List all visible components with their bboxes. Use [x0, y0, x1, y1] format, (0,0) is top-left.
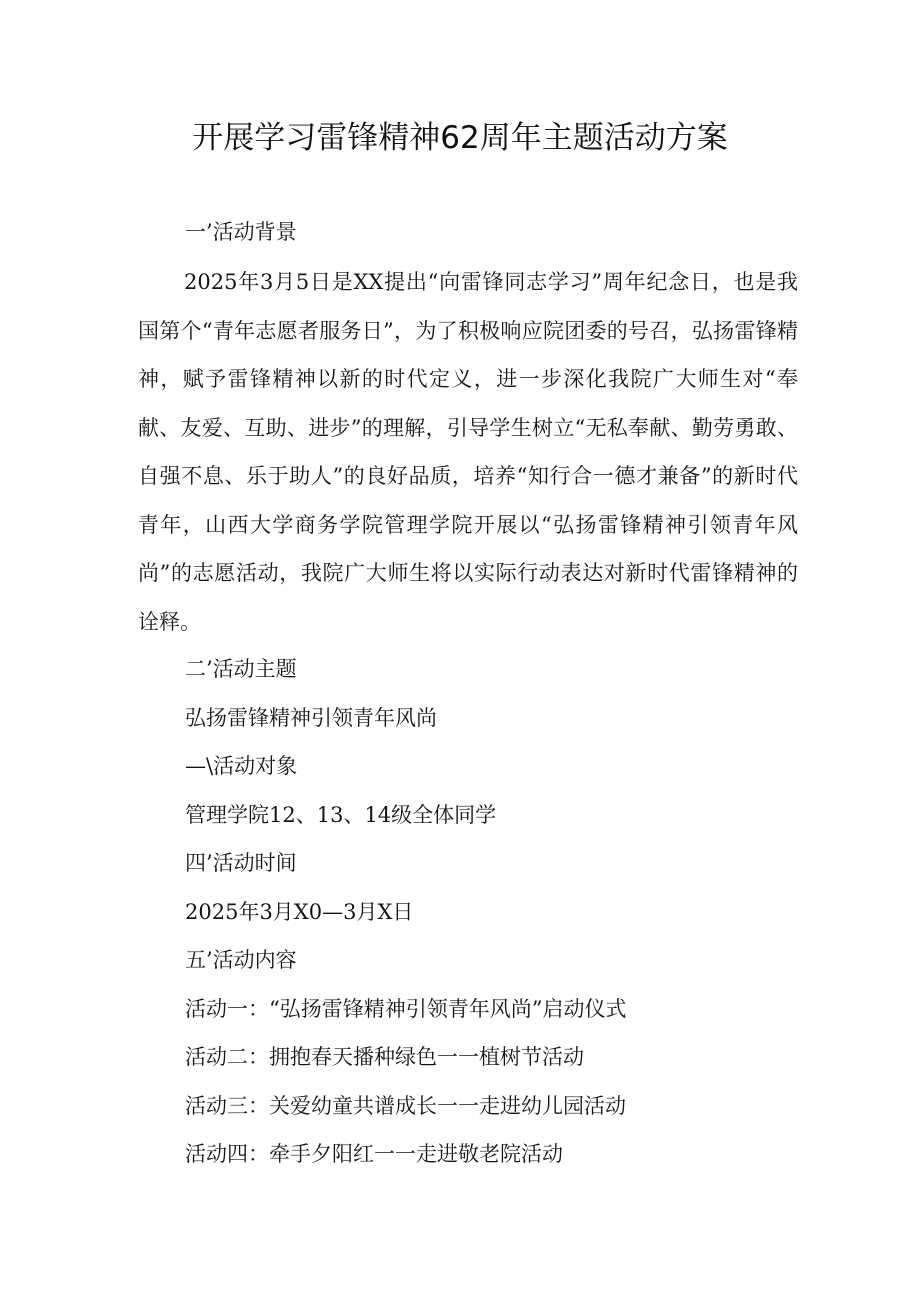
section4-heading: 四’活动时间 [185, 851, 297, 875]
section3-content: 管理学院12、13、14级全体同学 [185, 803, 497, 827]
activity-item-1: 活动一：“弘扬雷锋精神引领青年风尚”启动仪式 [185, 997, 627, 1021]
section2-content: 弘扬雷锋精神引领青年风尚 [185, 706, 437, 730]
activity-item-3: 活动三：关爱幼童共谱成长一一走进幼儿园活动 [185, 1094, 626, 1118]
section2-heading: 二’活动主题 [185, 657, 297, 681]
section1-heading: 一’活动背景 [185, 220, 297, 244]
section4-content: 2025年3月X0—3月X日 [185, 900, 414, 924]
activity-item-2: 活动二：拥抱春天播种绿色一一植树节活动 [185, 1045, 584, 1069]
document-title: 开展学习雷锋精神62周年主题活动方案 [192, 120, 728, 156]
section3-heading: —\活动对象 [185, 754, 298, 778]
section5-heading: 五’活动内容 [185, 948, 297, 972]
activity-item-4: 活动四：牵手夕阳红一一走进敬老院活动 [185, 1142, 563, 1166]
section1-paragraph: 2025年3月5日是XX提出“向雷锋同志学习”周年纪念日，也是我国第个“青年志愿者服务日”，为了积极响应院团委的号召，弘扬雷锋精神，赋予雷锋精神以新的时代定义，进一步深化我院广大师生对“奉献、友爱、互助、进步”的理解，引导学生树立“无私奉献、勤劳勇敢、自强不息、乐于助人”的良好品质，培养“知行合一德才兼备”的新时代青年，山西大学商务学院管理学院开展以“弘扬雷锋精神引领青年风尚”的志愿活动，我院广大师生将以实际行动表达对新时代雷锋精神的诠释。 [138, 270, 798, 634]
